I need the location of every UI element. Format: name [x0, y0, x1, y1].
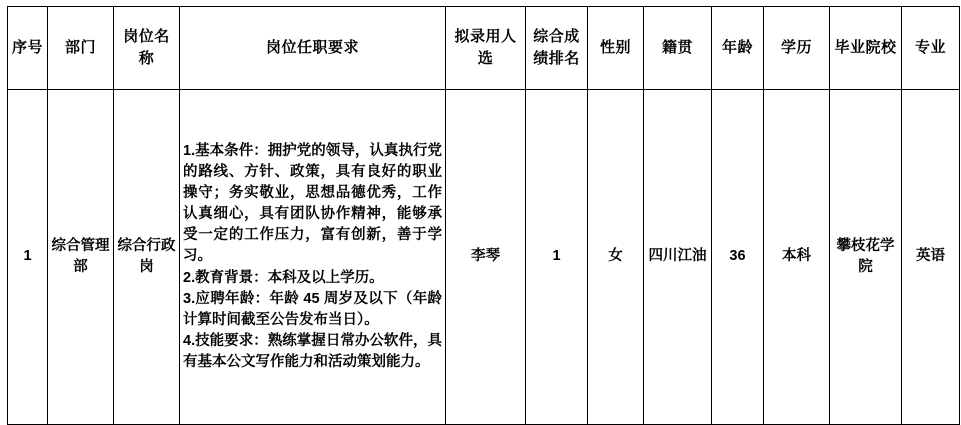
column-header-post-requirements: 岗位任职要求: [180, 7, 446, 90]
cell-department: 综合管理部: [48, 90, 114, 425]
cell-overall-rank: 1: [526, 90, 588, 425]
column-header-age: 年龄: [712, 7, 764, 90]
column-header-sequence: 序号: [8, 7, 48, 90]
requirement-item-1: 1.基本条件：拥护党的领导，认真执行党的路线、方针、政策，具有良好的职业操守；务实敬业，思想品德优秀，工作认真细心，具有团队协作精神，能够承受一定的工作压力，富有创新，善于学习。: [183, 143, 442, 265]
cell-candidate: 李琴: [446, 90, 526, 425]
recruitment-table: [7, 6, 960, 425]
cell-post-name: 综合行政岗: [114, 90, 180, 425]
cell-native-place: 四川江油: [644, 90, 712, 425]
table-header: [8, 7, 960, 90]
column-header-overall-rank: 综合成绩排名: [526, 7, 588, 90]
cell-post-requirements: [180, 90, 446, 425]
cell-major: 英语: [902, 90, 960, 425]
cell-sequence: 1: [8, 90, 48, 425]
column-header-department: 部门: [48, 7, 114, 90]
cell-education: 本科: [764, 90, 830, 425]
cell-gender: 女: [588, 90, 644, 425]
column-header-post-name: 岗位名称: [114, 7, 180, 90]
column-header-school: 毕业院校: [830, 7, 902, 90]
cell-school: 攀枝花学院: [830, 90, 902, 425]
requirement-item-4: 4.技能要求：熟练掌握日常办公软件，具有基本公文写作能力和活动策划能力。: [183, 332, 442, 370]
requirement-item-3: 3.应聘年龄：年龄 45 周岁及以下（年龄计算时间截至公告发布当日）。: [183, 290, 442, 328]
column-header-gender: 性别: [588, 7, 644, 90]
table-row: [8, 90, 960, 425]
table-header-row: [8, 7, 960, 90]
column-header-major: 专业: [902, 7, 960, 90]
column-header-education: 学历: [764, 7, 830, 90]
requirement-item-2: 2.教育背景：本科及以上学历。: [183, 269, 384, 286]
cell-age: 36: [712, 90, 764, 425]
column-header-native-place: 籍贯: [644, 7, 712, 90]
table-body: [8, 90, 960, 425]
column-header-candidate: 拟录用人选: [446, 7, 526, 90]
